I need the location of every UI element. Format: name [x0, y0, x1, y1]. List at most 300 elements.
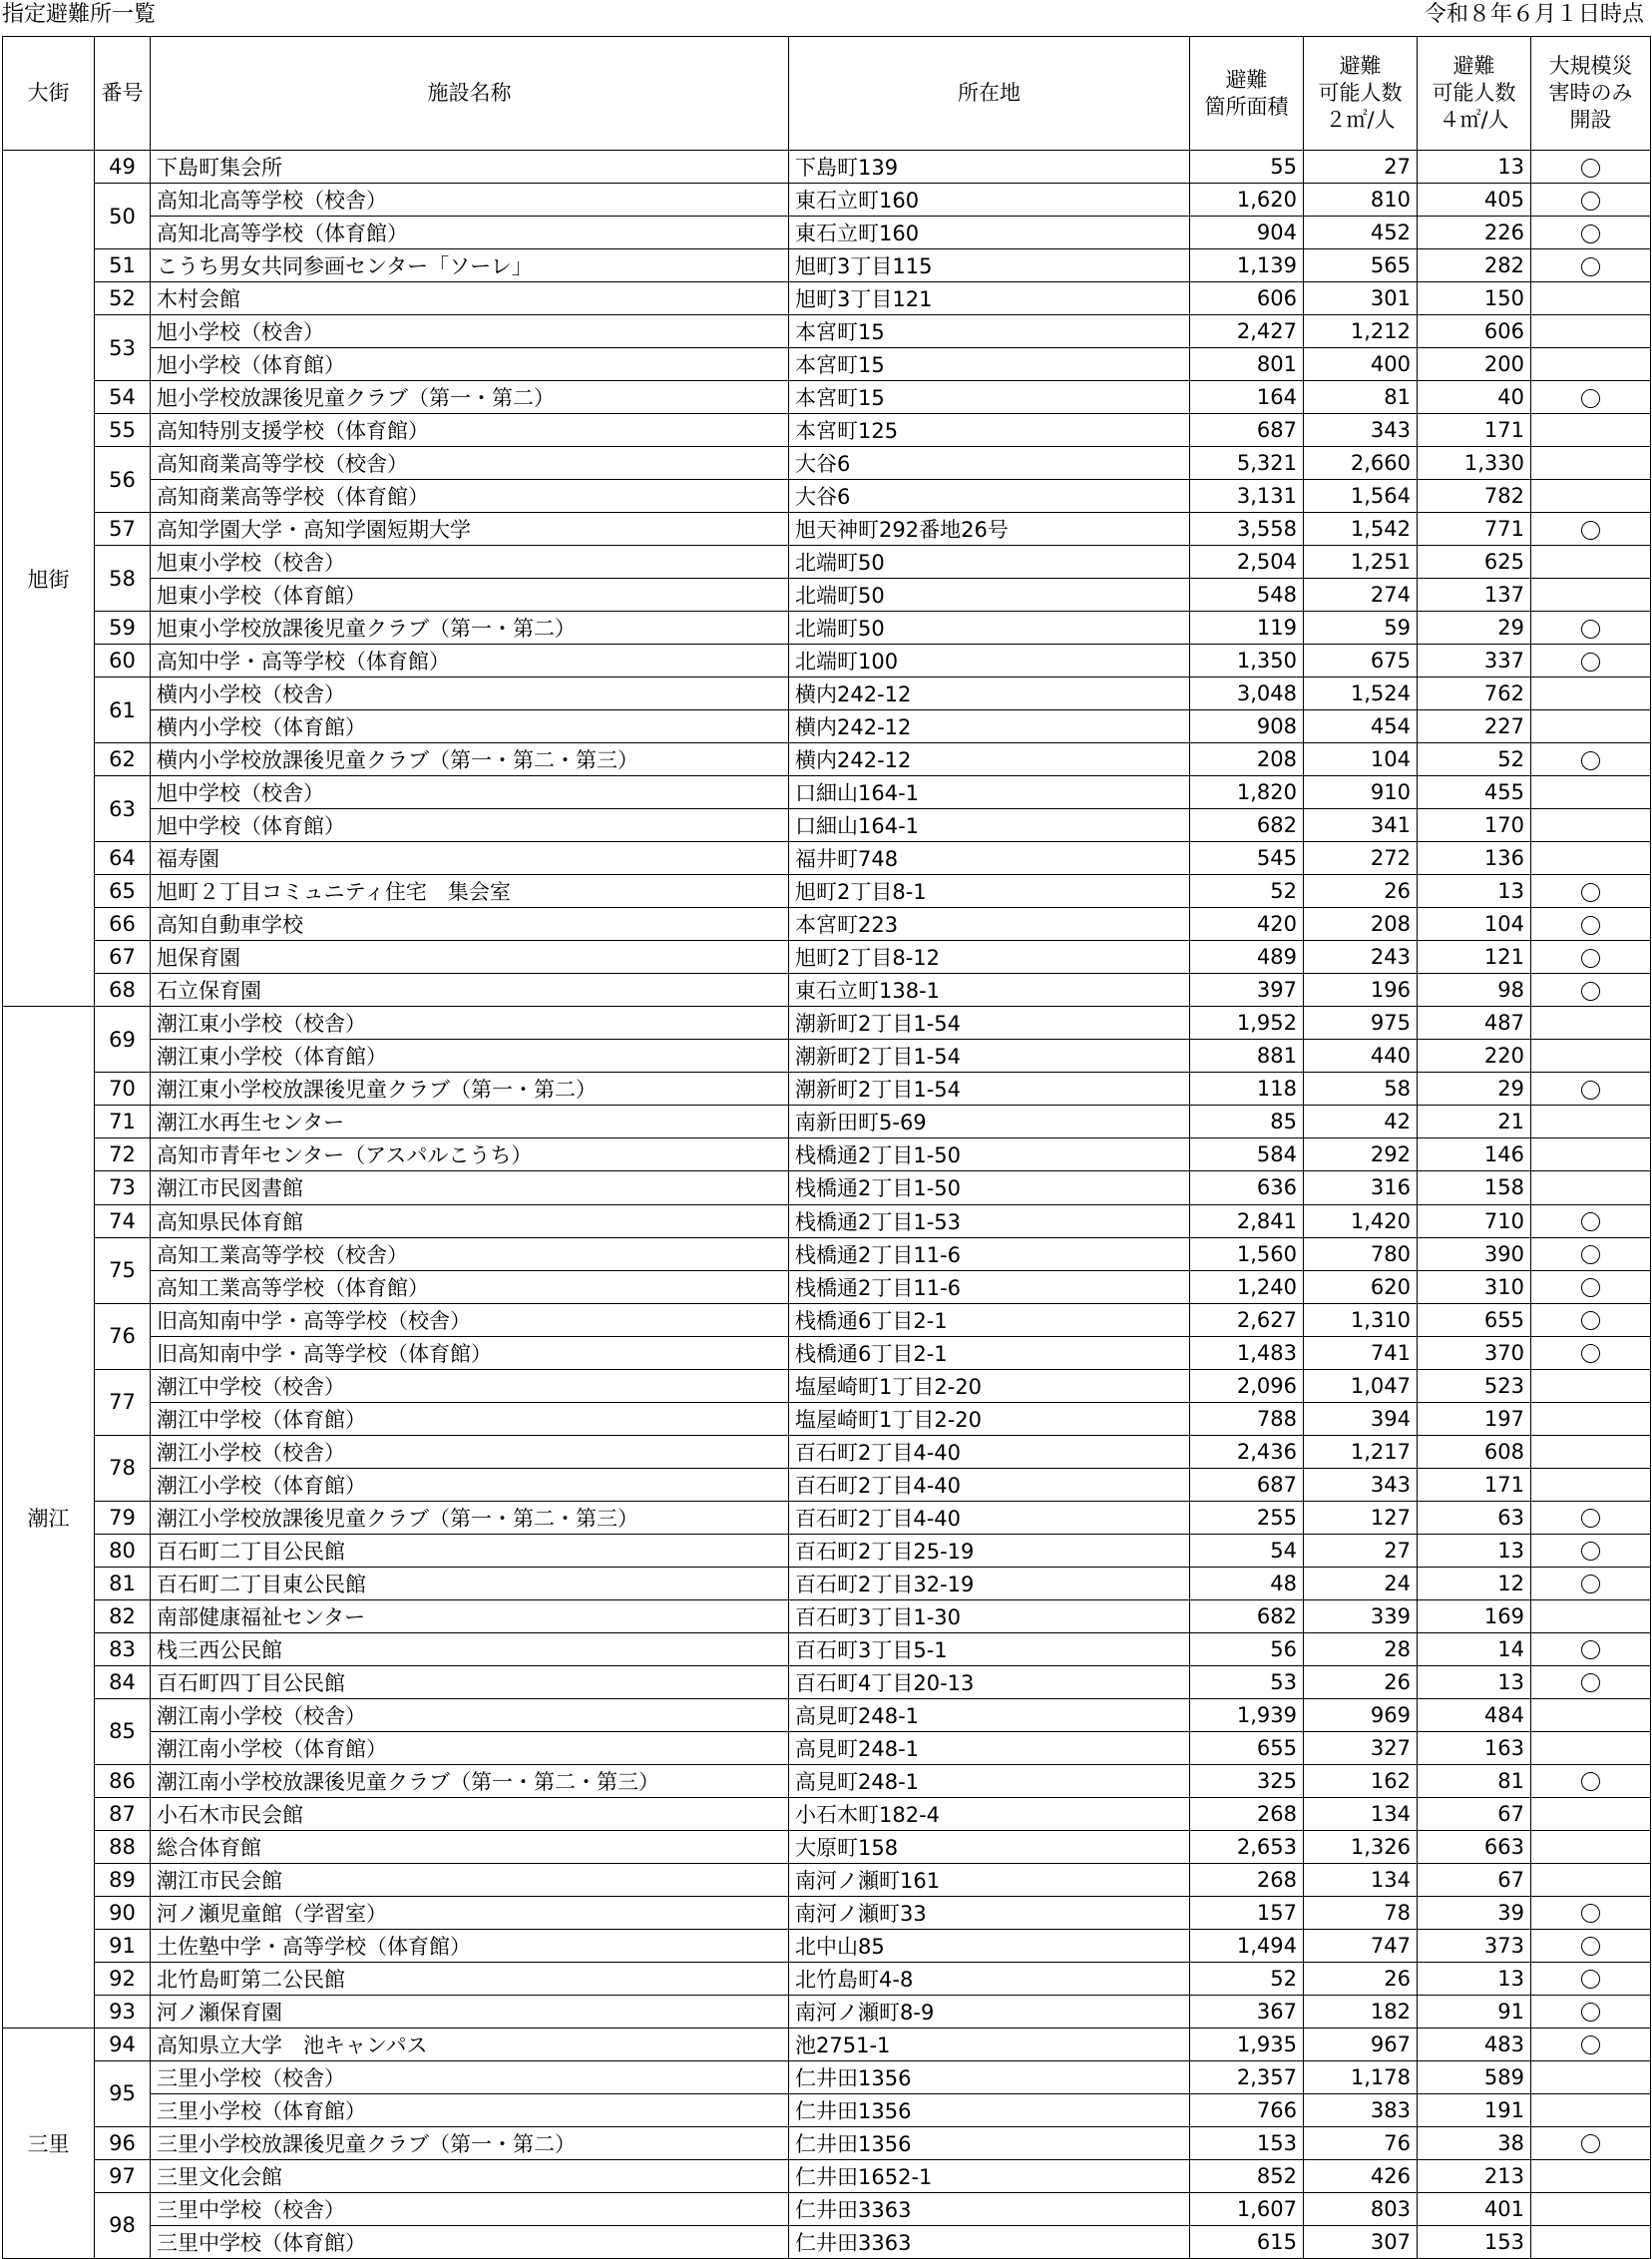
capacity-2sqm: 1,047: [1304, 1369, 1418, 1402]
table-row: [3, 2093, 1651, 2126]
facility-address: 南河ノ瀬町161: [789, 1863, 1190, 1896]
shelter-area: 2,841: [1190, 1204, 1304, 1237]
facility-name: 福寿園: [151, 842, 789, 875]
facility-address: 潮新町2丁目1-54: [789, 1007, 1190, 1040]
facility-name: 高知工業高等学校（校舎）: [151, 1237, 789, 1270]
facility-name: 総合体育館: [151, 1830, 789, 1863]
facility-number: 67: [95, 941, 151, 974]
table-row: [3, 1336, 1651, 1369]
facility-number: 75: [95, 1237, 151, 1303]
facility-address: 百石町2丁目4-40: [789, 1435, 1190, 1468]
shelter-area: 1,350: [1190, 645, 1304, 678]
facility-address: 百石町4丁目20-13: [789, 1665, 1190, 1698]
table-row: [3, 315, 1651, 348]
facility-address: 本宮町15: [789, 348, 1190, 381]
capacity-4sqm: 390: [1418, 1237, 1531, 1270]
capacity-4sqm: 606: [1418, 315, 1531, 348]
capacity-4sqm: 158: [1418, 1171, 1531, 1204]
facility-number: 52: [95, 282, 151, 315]
shelter-area: 801: [1190, 348, 1304, 381]
facility-address: 仁井田3363: [789, 2192, 1190, 2225]
facility-number: 63: [95, 776, 151, 842]
facility-address: 仁井田1356: [789, 2126, 1190, 2159]
facility-number: 58: [95, 546, 151, 612]
facility-name: 潮江水再生センター: [151, 1106, 789, 1138]
facility-address: 東石立町138-1: [789, 974, 1190, 1007]
capacity-4sqm: 153: [1418, 2225, 1531, 2258]
capacity-2sqm: 28: [1304, 1632, 1418, 1665]
disaster-only-cell: [1531, 1731, 1651, 1764]
shelter-area: 164: [1190, 381, 1304, 414]
shelter-area: 268: [1190, 1863, 1304, 1896]
disaster-only-cell: [1531, 1698, 1651, 1731]
shelter-area: 56: [1190, 1632, 1304, 1665]
capacity-4sqm: 137: [1418, 579, 1531, 612]
capacity-2sqm: 1,564: [1304, 480, 1418, 513]
table-row: [3, 381, 1651, 414]
capacity-2sqm: 339: [1304, 1599, 1418, 1632]
disaster-only-cell: [1531, 875, 1651, 908]
table-row: [3, 480, 1651, 513]
facility-address: 南河ノ瀬町33: [789, 1896, 1190, 1929]
capacity-2sqm: 1,326: [1304, 1830, 1418, 1863]
facility-number: 71: [95, 1106, 151, 1138]
capacity-4sqm: 655: [1418, 1303, 1531, 1336]
facility-address: 百石町2丁目4-40: [789, 1501, 1190, 1534]
circle-mark-icon: [1581, 2003, 1600, 2022]
capacity-2sqm: 208: [1304, 908, 1418, 941]
facility-number: 66: [95, 908, 151, 941]
facility-name: 北竹島町第二公民館: [151, 1962, 789, 1995]
circle-mark-icon: [1581, 1212, 1600, 1231]
capacity-2sqm: 27: [1304, 151, 1418, 184]
table-row: [3, 645, 1651, 678]
facility-address: 栈橋通2丁目1-50: [789, 1138, 1190, 1171]
shelter-area: 3,131: [1190, 480, 1304, 513]
facility-number: 73: [95, 1171, 151, 1204]
table-row: [3, 2028, 1651, 2060]
facility-number: 77: [95, 1369, 151, 1435]
table-row: [3, 414, 1651, 447]
table-body: [3, 151, 1651, 2259]
facility-name: 高知北高等学校（校舎）: [151, 184, 789, 217]
table-row: [3, 1698, 1651, 1731]
disaster-only-cell: [1531, 1599, 1651, 1632]
shelter-area: 1,939: [1190, 1698, 1304, 1731]
capacity-2sqm: 1,178: [1304, 2060, 1418, 2093]
facility-name: 旭中学校（校舎）: [151, 776, 789, 809]
shelter-area: 788: [1190, 1402, 1304, 1435]
facility-name: 栈三西公民館: [151, 1632, 789, 1665]
circle-mark-icon: [1581, 225, 1600, 243]
table-row: [3, 875, 1651, 908]
capacity-2sqm: 162: [1304, 1764, 1418, 1797]
capacity-2sqm: 620: [1304, 1270, 1418, 1303]
facility-number: 56: [95, 447, 151, 513]
capacity-2sqm: 78: [1304, 1896, 1418, 1929]
capacity-2sqm: 127: [1304, 1501, 1418, 1534]
facility-name: 三里文化会館: [151, 2159, 789, 2192]
facility-address: 塩屋崎町1丁目2-20: [789, 1369, 1190, 1402]
disaster-only-cell: [1531, 1468, 1651, 1501]
disaster-only-cell: [1531, 809, 1651, 842]
capacity-2sqm: 26: [1304, 1962, 1418, 1995]
facility-name: 旭東小学校放課後児童クラブ（第一・第二）: [151, 612, 789, 645]
facility-name: 百石町二丁目東公民館: [151, 1567, 789, 1599]
facility-name: 横内小学校（校舎）: [151, 678, 789, 710]
table-row: [3, 1567, 1651, 1599]
circle-mark-icon: [1581, 1081, 1600, 1100]
shelter-area: 119: [1190, 612, 1304, 645]
table-row: [3, 1830, 1651, 1863]
table-row: [3, 1665, 1651, 1698]
capacity-2sqm: 452: [1304, 217, 1418, 249]
capacity-2sqm: 400: [1304, 348, 1418, 381]
capacity-2sqm: 58: [1304, 1073, 1418, 1106]
table-row: [3, 2060, 1651, 2093]
capacity-4sqm: 104: [1418, 908, 1531, 941]
shelter-area: 655: [1190, 1731, 1304, 1764]
disaster-only-cell: [1531, 2126, 1651, 2159]
facility-number: 80: [95, 1534, 151, 1567]
capacity-4sqm: 13: [1418, 151, 1531, 184]
shelter-area: 682: [1190, 809, 1304, 842]
capacity-4sqm: 663: [1418, 1830, 1531, 1863]
circle-mark-icon: [1581, 1509, 1600, 1528]
facility-number: 55: [95, 414, 151, 447]
table-row: [3, 1896, 1651, 1929]
table-row: [3, 513, 1651, 546]
table-row: [3, 546, 1651, 579]
facility-address: 高見町248-1: [789, 1698, 1190, 1731]
disaster-only-cell: [1531, 480, 1651, 513]
disaster-only-cell: [1531, 249, 1651, 282]
capacity-4sqm: 13: [1418, 875, 1531, 908]
capacity-4sqm: 710: [1418, 1204, 1531, 1237]
capacity-4sqm: 63: [1418, 1501, 1531, 1534]
facility-name: 高知市青年センター（アスパルこうち）: [151, 1138, 789, 1171]
facility-address: 口細山164-1: [789, 776, 1190, 809]
circle-mark-icon: [1581, 620, 1600, 639]
facility-address: 大原町158: [789, 1830, 1190, 1863]
facility-name: 高知商業高等学校（校舎）: [151, 447, 789, 480]
table-row: [3, 1995, 1651, 2028]
capacity-2sqm: 1,212: [1304, 315, 1418, 348]
header-area: 避難 箇所面積: [1190, 37, 1304, 151]
disaster-only-cell: [1531, 2060, 1651, 2093]
disaster-only-cell: [1531, 217, 1651, 249]
shelter-area: 1,494: [1190, 1929, 1304, 1962]
disaster-only-cell: [1531, 1929, 1651, 1962]
shelter-area: 1,560: [1190, 1237, 1304, 1270]
capacity-4sqm: 14: [1418, 1632, 1531, 1665]
table-row: [3, 678, 1651, 710]
capacity-4sqm: 150: [1418, 282, 1531, 315]
table-row: [3, 776, 1651, 809]
facility-number: 86: [95, 1764, 151, 1797]
facility-name: 小石木市民会館: [151, 1797, 789, 1830]
capacity-2sqm: 2,660: [1304, 447, 1418, 480]
facility-address: 百石町2丁目32-19: [789, 1567, 1190, 1599]
table-row: [3, 579, 1651, 612]
capacity-2sqm: 243: [1304, 941, 1418, 974]
capacity-4sqm: 282: [1418, 249, 1531, 282]
capacity-2sqm: 343: [1304, 1468, 1418, 1501]
capacity-4sqm: 625: [1418, 546, 1531, 579]
document-title: 指定避難所一覧: [2, 2, 157, 27]
table-row: [3, 184, 1651, 217]
facility-number: 97: [95, 2159, 151, 2192]
facility-number: 61: [95, 678, 151, 743]
capacity-4sqm: 523: [1418, 1369, 1531, 1402]
table-row: [3, 1007, 1651, 1040]
capacity-4sqm: 782: [1418, 480, 1531, 513]
table-row: [3, 612, 1651, 645]
table-row: [3, 1632, 1651, 1665]
facility-address: 南新田町5-69: [789, 1106, 1190, 1138]
header-number: 番号: [95, 37, 151, 151]
circle-mark-icon: [1581, 916, 1600, 935]
capacity-4sqm: 21: [1418, 1106, 1531, 1138]
facility-number: 92: [95, 1962, 151, 1995]
header-disaster-only: 大規模災 害時のみ 開設: [1531, 37, 1651, 151]
table-row: [3, 1863, 1651, 1896]
shelter-area: 2,504: [1190, 546, 1304, 579]
circle-mark-icon: [1581, 1344, 1600, 1363]
table-row: [3, 2225, 1651, 2258]
facility-name: 横内小学校（体育館）: [151, 710, 789, 743]
facility-name: 三里小学校（体育館）: [151, 2093, 789, 2126]
capacity-4sqm: 12: [1418, 1567, 1531, 1599]
facility-name: 旭小学校（校舎）: [151, 315, 789, 348]
facility-name: 高知北高等学校（体育館）: [151, 217, 789, 249]
facility-address: 池2751-1: [789, 2028, 1190, 2060]
circle-mark-icon: [1581, 1640, 1600, 1659]
disaster-only-cell: [1531, 678, 1651, 710]
table-row: [3, 1468, 1651, 1501]
facility-number: 68: [95, 974, 151, 1007]
table-row: [3, 2192, 1651, 2225]
disaster-only-cell: [1531, 184, 1651, 217]
circle-mark-icon: [1581, 1970, 1600, 1989]
shelter-area: 682: [1190, 1599, 1304, 1632]
district-cell: 三里: [3, 2028, 95, 2258]
facility-address: 潮新町2丁目1-54: [789, 1073, 1190, 1106]
facility-address: 南河ノ瀬町8-9: [789, 1995, 1190, 2028]
disaster-only-cell: [1531, 1171, 1651, 1204]
capacity-4sqm: 39: [1418, 1896, 1531, 1929]
capacity-4sqm: 484: [1418, 1698, 1531, 1731]
table-row: [3, 1369, 1651, 1402]
circle-mark-icon: [1581, 653, 1600, 672]
facility-name: 潮江中学校（体育館）: [151, 1402, 789, 1435]
table-row: [3, 348, 1651, 381]
facility-address: 横内242-12: [789, 678, 1190, 710]
disaster-only-cell: [1531, 1303, 1651, 1336]
capacity-2sqm: 741: [1304, 1336, 1418, 1369]
capacity-4sqm: 200: [1418, 348, 1531, 381]
disaster-only-cell: [1531, 612, 1651, 645]
facility-address: 本宮町125: [789, 414, 1190, 447]
circle-mark-icon: [1581, 192, 1600, 211]
capacity-2sqm: 383: [1304, 2093, 1418, 2126]
disaster-only-cell: [1531, 1962, 1651, 1995]
disaster-only-cell: [1531, 743, 1651, 776]
facility-name: 三里中学校（校舎）: [151, 2192, 789, 2225]
circle-mark-icon: [1581, 2134, 1600, 2153]
capacity-2sqm: 1,251: [1304, 546, 1418, 579]
circle-mark-icon: [1581, 1904, 1600, 1923]
facility-number: 53: [95, 315, 151, 381]
capacity-4sqm: 29: [1418, 612, 1531, 645]
table-row: [3, 974, 1651, 1007]
circle-mark-icon: [1581, 521, 1600, 540]
capacity-4sqm: 169: [1418, 1599, 1531, 1632]
facility-address: 口細山164-1: [789, 809, 1190, 842]
table-row: [3, 1402, 1651, 1435]
capacity-4sqm: 136: [1418, 842, 1531, 875]
table-header: [3, 37, 1651, 151]
capacity-4sqm: 487: [1418, 1007, 1531, 1040]
capacity-4sqm: 29: [1418, 1073, 1531, 1106]
facility-address: 百石町3丁目1-30: [789, 1599, 1190, 1632]
table-row: [3, 1501, 1651, 1534]
facility-address: 栈橋通2丁目11-6: [789, 1237, 1190, 1270]
facility-number: 70: [95, 1073, 151, 1106]
facility-name: 旭東小学校（体育館）: [151, 579, 789, 612]
facility-name: 旧高知南中学・高等学校（校舎）: [151, 1303, 789, 1336]
shelter-area: 1,240: [1190, 1270, 1304, 1303]
facility-name: 潮江東小学校放課後児童クラブ（第一・第二）: [151, 1073, 789, 1106]
shelter-area: 54: [1190, 1534, 1304, 1567]
facility-name: 横内小学校放課後児童クラブ（第一・第二・第三）: [151, 743, 789, 776]
shelter-area: 1,952: [1190, 1007, 1304, 1040]
header-capacity-2sqm: 避難 可能人数 ２㎡/人: [1304, 37, 1418, 151]
table-row: [3, 1764, 1651, 1797]
capacity-2sqm: 975: [1304, 1007, 1418, 1040]
table-row: [3, 447, 1651, 480]
table-row: [3, 1040, 1651, 1073]
capacity-2sqm: 327: [1304, 1731, 1418, 1764]
disaster-only-cell: [1531, 1040, 1651, 1073]
shelter-area: 325: [1190, 1764, 1304, 1797]
facility-number: 72: [95, 1138, 151, 1171]
facility-number: 59: [95, 612, 151, 645]
capacity-2sqm: 394: [1304, 1402, 1418, 1435]
circle-mark-icon: [1581, 257, 1600, 276]
facility-name: 南部健康福祉センター: [151, 1599, 789, 1632]
facility-name: 百石町二丁目公民館: [151, 1534, 789, 1567]
capacity-2sqm: 440: [1304, 1040, 1418, 1073]
shelter-area: 636: [1190, 1171, 1304, 1204]
shelter-area: 1,820: [1190, 776, 1304, 809]
facility-number: 50: [95, 184, 151, 249]
facility-name: 河ノ瀬児童館（学習室）: [151, 1896, 789, 1929]
table-row: [3, 1303, 1651, 1336]
facility-address: 北端町50: [789, 546, 1190, 579]
facility-name: 潮江小学校放課後児童クラブ（第一・第二・第三）: [151, 1501, 789, 1534]
facility-number: 62: [95, 743, 151, 776]
capacity-4sqm: 163: [1418, 1731, 1531, 1764]
capacity-2sqm: 341: [1304, 809, 1418, 842]
facility-address: 大谷6: [789, 480, 1190, 513]
facility-address: 旭町3丁目115: [789, 249, 1190, 282]
facility-address: 仁井田1356: [789, 2060, 1190, 2093]
disaster-only-cell: [1531, 2093, 1651, 2126]
capacity-4sqm: 191: [1418, 2093, 1531, 2126]
capacity-4sqm: 13: [1418, 1962, 1531, 1995]
shelter-area: 420: [1190, 908, 1304, 941]
circle-mark-icon: [1581, 1772, 1600, 1791]
table-row: [3, 1106, 1651, 1138]
capacity-2sqm: 272: [1304, 842, 1418, 875]
facility-name: 旭東小学校（校舎）: [151, 546, 789, 579]
facility-address: 高見町248-1: [789, 1764, 1190, 1797]
table-row: [3, 282, 1651, 315]
disaster-only-cell: [1531, 381, 1651, 414]
facility-name: 高知県立大学 池キャンパス: [151, 2028, 789, 2060]
header-district: 大街: [3, 37, 95, 151]
facility-name: 三里小学校放課後児童クラブ（第一・第二）: [151, 2126, 789, 2159]
facility-name: 河ノ瀬保育園: [151, 1995, 789, 2028]
disaster-only-cell: [1531, 1863, 1651, 1896]
facility-number: 57: [95, 513, 151, 546]
facility-number: 54: [95, 381, 151, 414]
capacity-4sqm: 171: [1418, 414, 1531, 447]
capacity-4sqm: 13: [1418, 1665, 1531, 1698]
table-row: [3, 941, 1651, 974]
shelter-area: 255: [1190, 1501, 1304, 1534]
facility-name: 潮江東小学校（校舎）: [151, 1007, 789, 1040]
facility-address: 旭町3丁目121: [789, 282, 1190, 315]
shelter-area: 48: [1190, 1567, 1304, 1599]
shelter-area: 153: [1190, 2126, 1304, 2159]
disaster-only-cell: [1531, 447, 1651, 480]
shelter-area: 881: [1190, 1040, 1304, 1073]
facility-address: 栈橋通2丁目11-6: [789, 1270, 1190, 1303]
facility-address: 百石町3丁目5-1: [789, 1632, 1190, 1665]
facility-number: 82: [95, 1599, 151, 1632]
disaster-only-cell: [1531, 1402, 1651, 1435]
header-name: 施設名称: [151, 37, 789, 151]
table-row: [3, 1204, 1651, 1237]
shelter-area: 5,321: [1190, 447, 1304, 480]
capacity-4sqm: 170: [1418, 809, 1531, 842]
facility-number: 65: [95, 875, 151, 908]
facility-name: 三里小学校（校舎）: [151, 2060, 789, 2093]
disaster-only-cell: [1531, 1073, 1651, 1106]
disaster-only-cell: [1531, 941, 1651, 974]
disaster-only-cell: [1531, 1138, 1651, 1171]
facility-name: 高知中学・高等学校（体育館）: [151, 645, 789, 678]
capacity-4sqm: 67: [1418, 1863, 1531, 1896]
circle-mark-icon: [1581, 883, 1600, 902]
facility-number: 49: [95, 151, 151, 184]
shelter-area: 687: [1190, 414, 1304, 447]
capacity-2sqm: 26: [1304, 875, 1418, 908]
capacity-2sqm: 1,524: [1304, 678, 1418, 710]
facility-name: 高知商業高等学校（体育館）: [151, 480, 789, 513]
facility-name: 潮江中学校（校舎）: [151, 1369, 789, 1402]
shelter-area: 1,620: [1190, 184, 1304, 217]
capacity-2sqm: 42: [1304, 1106, 1418, 1138]
facility-number: 51: [95, 249, 151, 282]
disaster-only-cell: [1531, 1995, 1651, 2028]
capacity-2sqm: 292: [1304, 1138, 1418, 1171]
shelter-area: 397: [1190, 974, 1304, 1007]
facility-address: 栈橋通6丁目2-1: [789, 1303, 1190, 1336]
facility-number: 88: [95, 1830, 151, 1863]
